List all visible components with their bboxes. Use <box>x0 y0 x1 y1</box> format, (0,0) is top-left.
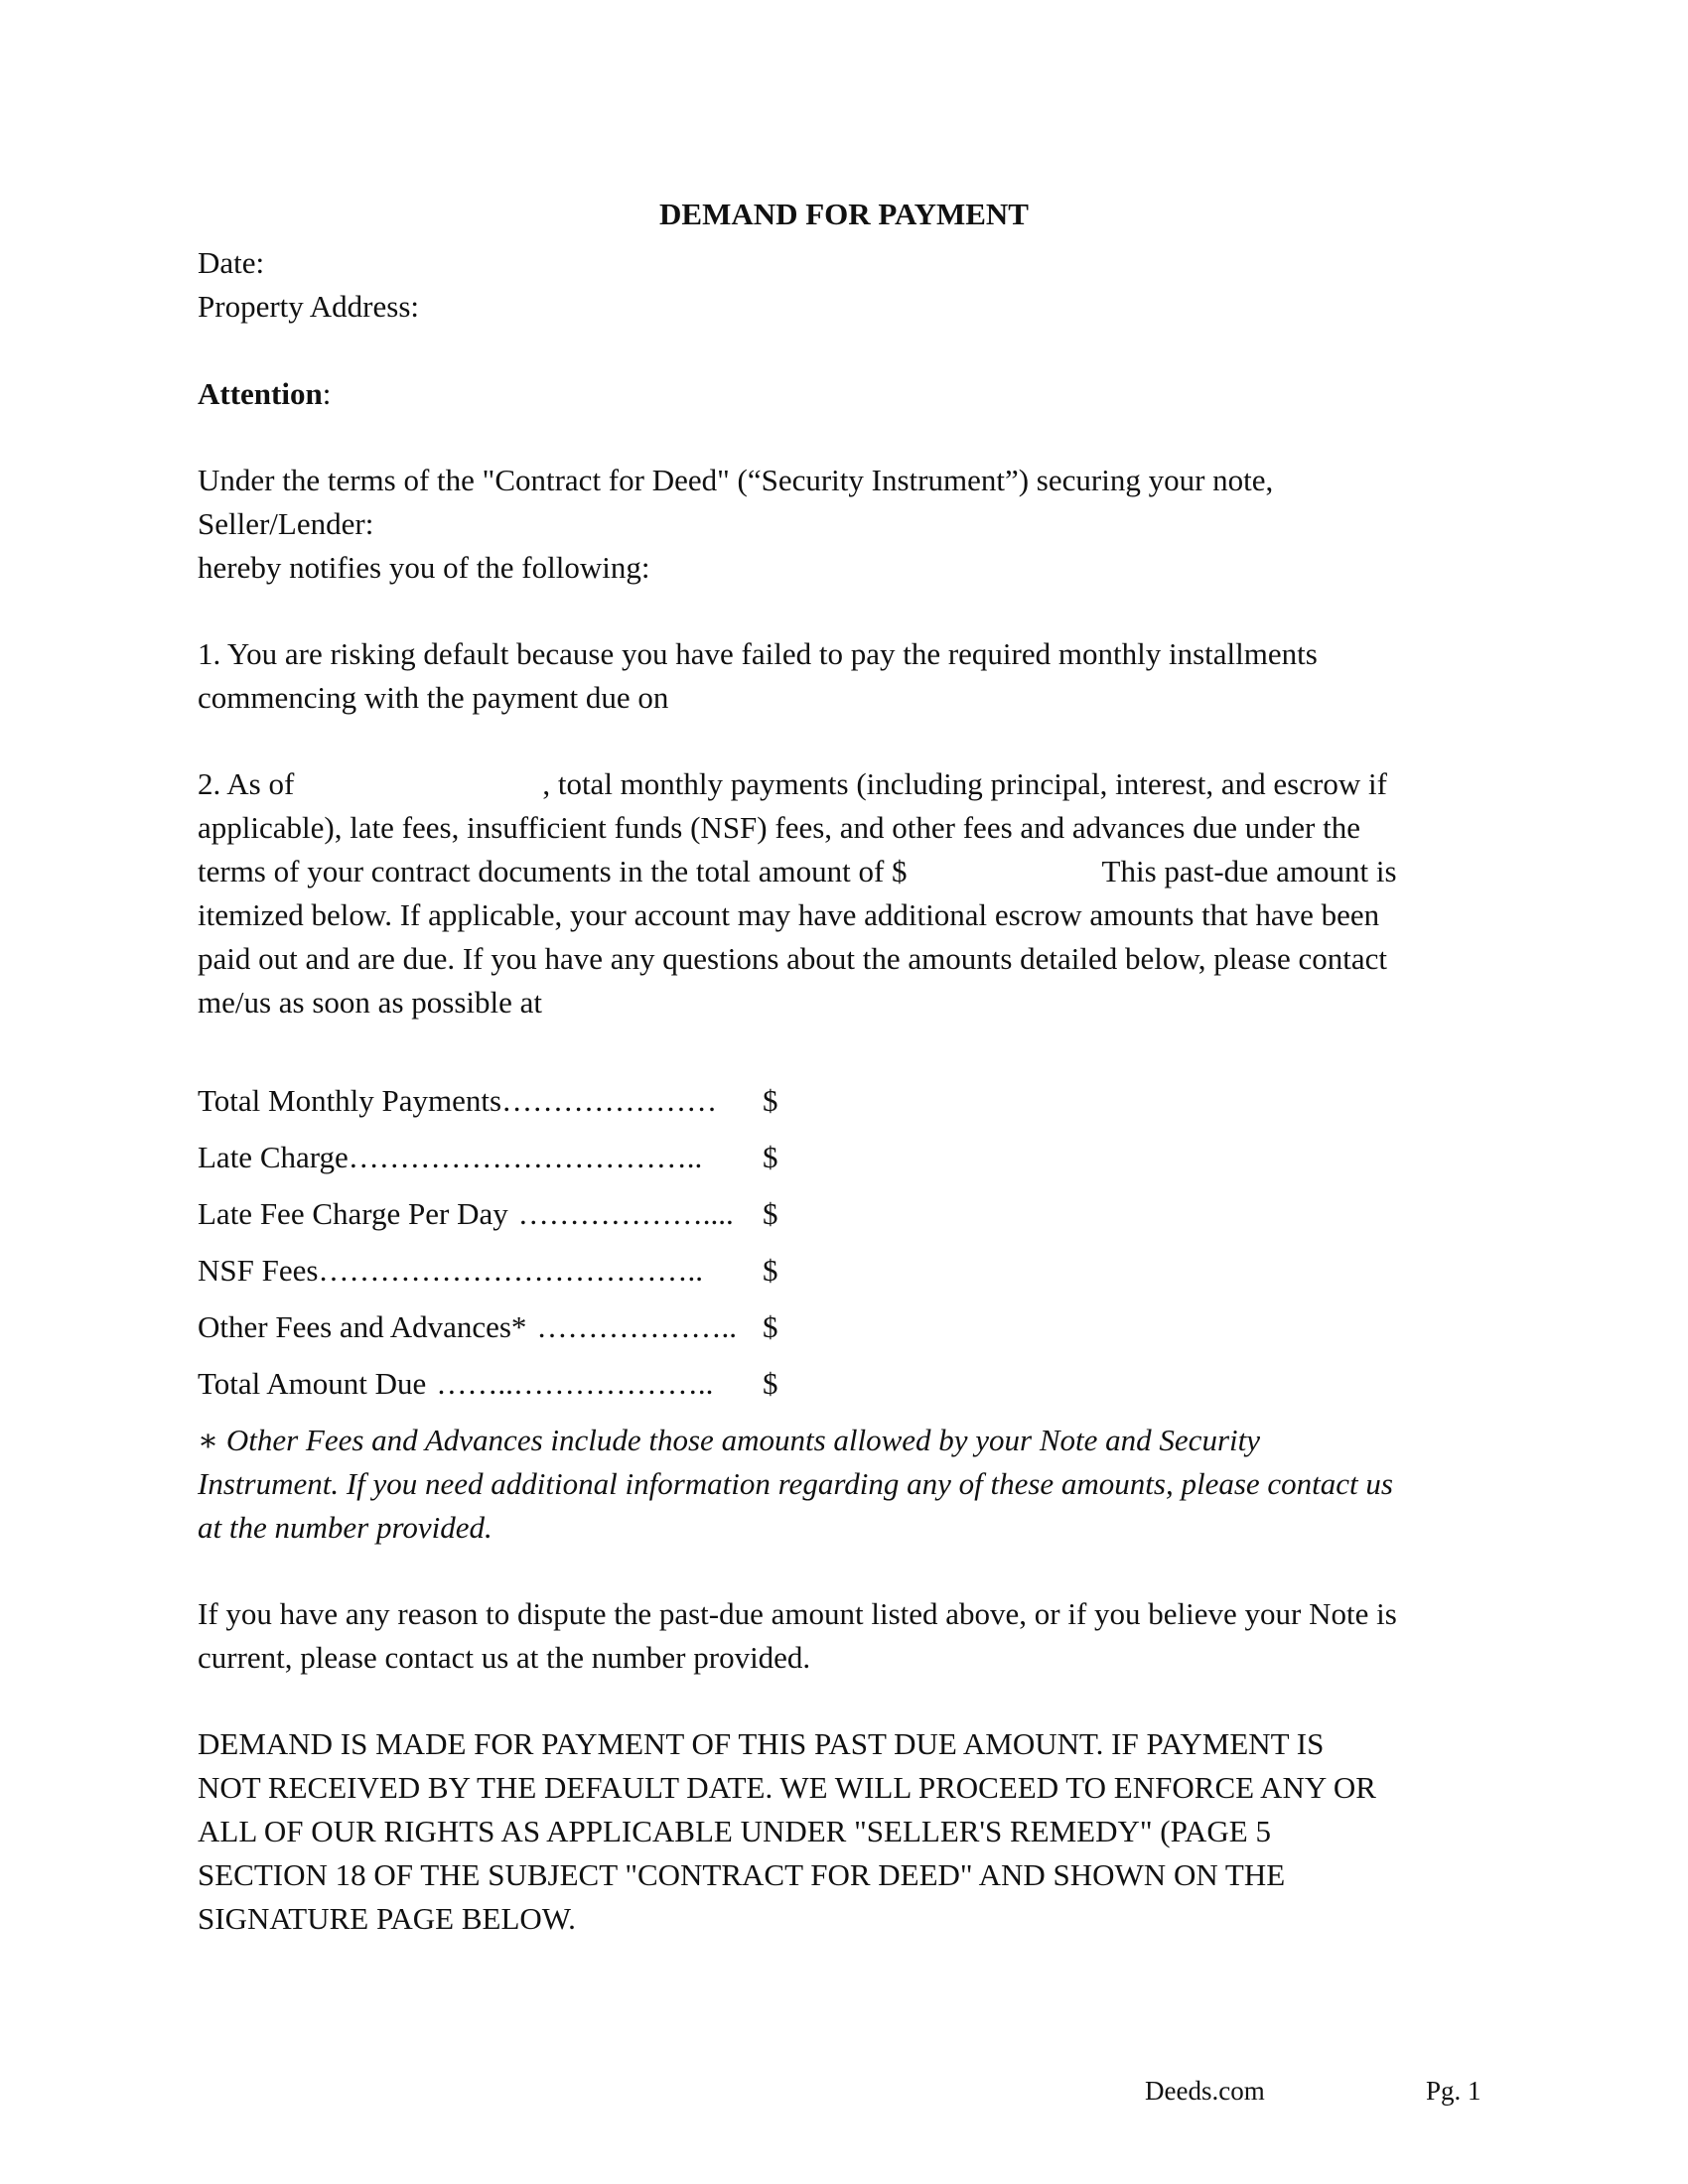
paragraph-2-line-1 <box>198 762 1387 806</box>
paragraph-2-line-4: itemized below. If applicable, your account may have additional escrow amounts that have been <box>198 897 1380 932</box>
fees-note-line-1 <box>198 1419 1260 1462</box>
item-leader: ……………………………….. <box>318 1253 703 1288</box>
item-dollar: $ <box>763 1309 778 1344</box>
item-leader: ………………… <box>501 1083 718 1118</box>
attention-colon: : <box>322 376 332 411</box>
item-leader: ……..……………….. <box>436 1366 714 1401</box>
intro-line-3: hereby notifies you of the following: <box>198 550 650 585</box>
demand-line-1: DEMAND IS MADE FOR PAYMENT OF THIS PAST DUE AMOUNT. IF PAYMENT IS <box>198 1726 1325 1761</box>
paragraph-2-line-3 <box>198 850 1397 893</box>
item-total-amount-due <box>198 1362 713 1406</box>
demand-line-5: SIGNATURE PAGE BELOW. <box>198 1901 576 1936</box>
attention-label: Attention <box>198 376 323 411</box>
item-label: Late Fee Charge Per Day <box>198 1196 508 1231</box>
item-label: Other Fees and Advances* <box>198 1309 527 1344</box>
asterisk-icon: ∗ <box>198 1423 219 1457</box>
item-label: Late Charge <box>198 1140 349 1174</box>
past-due-text: This past-due amount is <box>1101 854 1397 888</box>
item-leader: …………………………….. <box>348 1140 703 1174</box>
paragraph-2-line-6: me/us as soon as possible at <box>198 985 542 1020</box>
paragraph-1-line-1: 1. You are risking default because you have failed to pay the required monthly installments <box>198 636 1318 671</box>
item-leader: ……………….. <box>536 1309 737 1344</box>
fees-note-line-2: Instrument. If you need additional information regarding any of these amounts, please contact us <box>198 1466 1393 1501</box>
attention-line <box>198 372 331 416</box>
demand-line-4: SECTION 18 OF THE SUBJECT "CONTRACT FOR DEED" AND SHOWN ON THE <box>198 1857 1286 1892</box>
item-dollar: $ <box>763 1140 778 1174</box>
item-label: Total Amount Due <box>198 1366 427 1401</box>
footer-site: Deeds.com <box>1145 2076 1265 2106</box>
item-dollar: $ <box>763 1196 778 1231</box>
item-dollar: $ <box>763 1083 778 1118</box>
property-address-label: Property Address: <box>198 289 420 324</box>
seller-lender-label: Seller/Lender: <box>198 506 374 541</box>
item-dollar: $ <box>763 1253 778 1288</box>
item-label: NSF Fees <box>198 1253 319 1288</box>
item-total-monthly-payments <box>198 1079 717 1123</box>
as-of-label: 2. As of <box>198 766 295 801</box>
item-dollar: $ <box>763 1366 778 1401</box>
footer-page-number: Pg. 1 <box>1426 2076 1481 2106</box>
dispute-line-2: current, please contact us at the number provided. <box>198 1640 811 1675</box>
demand-line-3: ALL OF OUR RIGHTS AS APPLICABLE UNDER "SELLER'S REMEDY" (PAGE 5 <box>198 1814 1271 1848</box>
item-nsf-fees <box>198 1249 703 1293</box>
paragraph-1-line-2: commencing with the payment due on <box>198 680 669 715</box>
fees-note-text: Other Fees and Advances include those amounts allowed by your Note and Security <box>225 1423 1260 1457</box>
item-leader: ……………….... <box>517 1196 734 1231</box>
paragraph-2-line-1-rest: , total monthly payments (including principal, interest, and escrow if <box>542 766 1387 801</box>
item-late-fee-per-day <box>198 1192 734 1236</box>
paragraph-2-line-2: applicable), late fees, insufficient funds (NSF) fees, and other fees and advances due under the <box>198 810 1360 845</box>
demand-line-2: NOT RECEIVED BY THE DEFAULT DATE. WE WILL PROCEED TO ENFORCE ANY OR <box>198 1770 1376 1805</box>
item-late-charge <box>198 1136 702 1179</box>
paragraph-2-line-5: paid out and are due. If you have any questions about the amounts detailed below, please contact <box>198 941 1387 976</box>
intro-line-1: Under the terms of the "Contract for Deed" (“Security Instrument”) securing your note, <box>198 463 1274 497</box>
item-label: Total Monthly Payments <box>198 1083 502 1118</box>
total-amount-label: terms of your contract documents in the total amount of $ <box>198 854 908 888</box>
fees-note-line-3: at the number provided. <box>198 1510 492 1545</box>
date-label: Date: <box>198 245 265 280</box>
item-other-fees <box>198 1305 737 1349</box>
document-title: DEMAND FOR PAYMENT <box>659 197 1029 231</box>
dispute-line-1: If you have any reason to dispute the past-due amount listed above, or if you believe your Note is <box>198 1596 1397 1631</box>
